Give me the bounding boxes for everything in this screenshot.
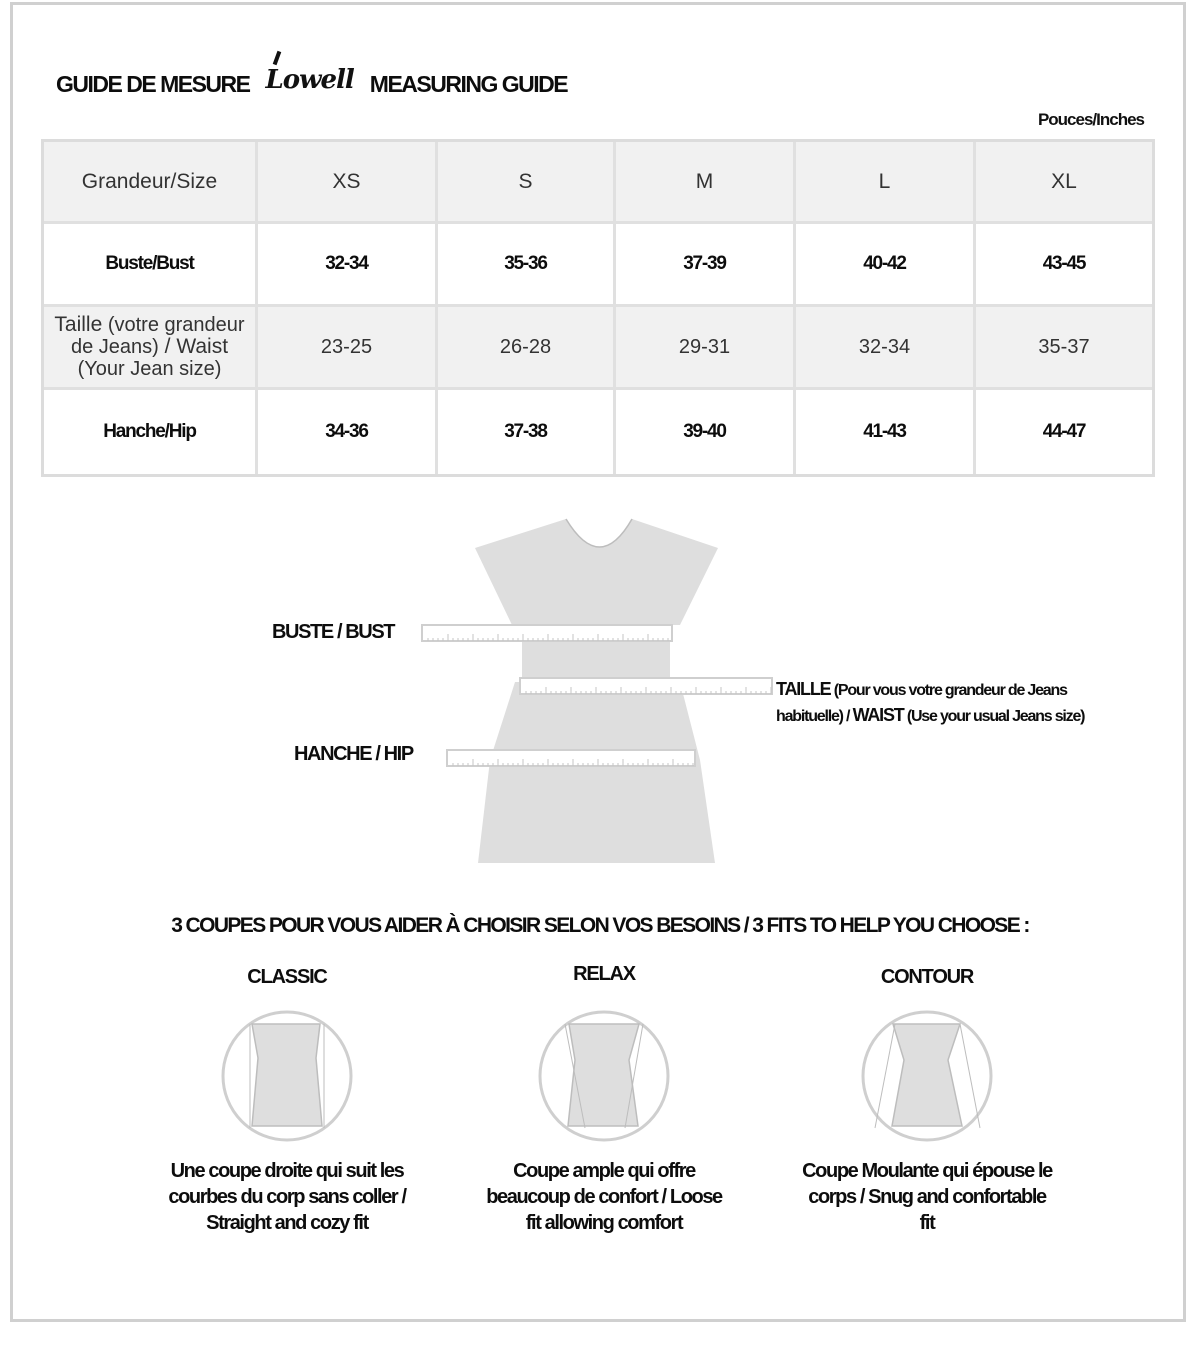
size-m: M (616, 142, 796, 224)
title-en: MEASURING GUIDE (369, 70, 568, 97)
waist-label-fr: TAILLE (776, 679, 831, 699)
waist-note-en: (Use your usual Jeans size) (906, 708, 1085, 725)
fit-icon-contour (863, 1012, 991, 1140)
title-fr: GUIDE DE MESURE (56, 70, 250, 97)
fit-name-relax: RELAX (573, 963, 635, 985)
fit-description-contour: Coupe Moulante qui épouse le corps / Snug and confortable fit (802, 1160, 1052, 1234)
bust-diagram-label: BUSTE / BUST (272, 621, 395, 643)
fits-title: 3 COUPES POUR VOUS AIDER À CHOISIR SELON VOS BESOINS / 3 FITS TO HELP YOU CHOOSE : (171, 914, 1029, 937)
size-header-label: Grandeur/Size (44, 142, 258, 224)
hip-value: 44-47 (976, 390, 1152, 474)
fit-icon-relax (540, 1012, 668, 1140)
size-xl: XL (976, 142, 1152, 224)
hip-value: 34-36 (258, 390, 438, 474)
hip-value: 41-43 (796, 390, 976, 474)
fit-name-classic: CLASSIC (247, 966, 327, 988)
bust-label: Buste/Bust (44, 224, 258, 307)
hip-diagram-label: HANCHE / HIP (294, 743, 413, 765)
waist-value: 23-25 (258, 307, 438, 390)
hip-label: Hanche/Hip (44, 390, 258, 474)
waist-value: 26-28 (438, 307, 616, 390)
waist-label-sep: / (158, 335, 177, 358)
waist-label-en: WAIST (852, 705, 904, 725)
fit-icon-classic (223, 1012, 351, 1140)
fit-description-relax: Coupe ample qui offre beaucoup de confort / Loose fit allowing comfort (486, 1160, 722, 1234)
waist-value: 29-31 (616, 307, 796, 390)
waist-label-waist-note: (Your Jean size) (77, 358, 222, 380)
waist-value: 35-37 (976, 307, 1152, 390)
hip-value: 37-38 (438, 390, 616, 474)
bust-value: 37-39 (616, 224, 796, 307)
bust-value: 43-45 (976, 224, 1152, 307)
units-label: Pouces/Inches (1037, 110, 1144, 129)
fit-description-classic: Une coupe droite qui suit les courbes du corp sans coller / Straight and cozy fit (168, 1160, 406, 1234)
waist-label-separator: / (842, 708, 853, 725)
bust-value: 40-42 (796, 224, 976, 307)
fit-name-contour: CONTOUR (880, 966, 974, 988)
brand-logo: Lowell (265, 65, 354, 95)
size-l: L (796, 142, 976, 224)
waist-diagram-label (776, 677, 1136, 729)
bust-value: 35-36 (438, 224, 616, 307)
waist-note-fr: (Pour vous votre grandeur de Jeans habituelle) (776, 682, 1067, 725)
waist-label-waist: Waist (176, 335, 229, 358)
size-s: S (438, 142, 616, 224)
size-xs: XS (258, 142, 438, 224)
hip-value: 39-40 (616, 390, 796, 474)
bust-measuring-tape (422, 625, 672, 641)
waist-label-taille-note: (votre grandeur de Jeans) (70, 314, 245, 358)
waist-value: 32-34 (796, 307, 976, 390)
bust-value: 32-34 (258, 224, 438, 307)
waist-label-taille: Taille (54, 313, 103, 336)
